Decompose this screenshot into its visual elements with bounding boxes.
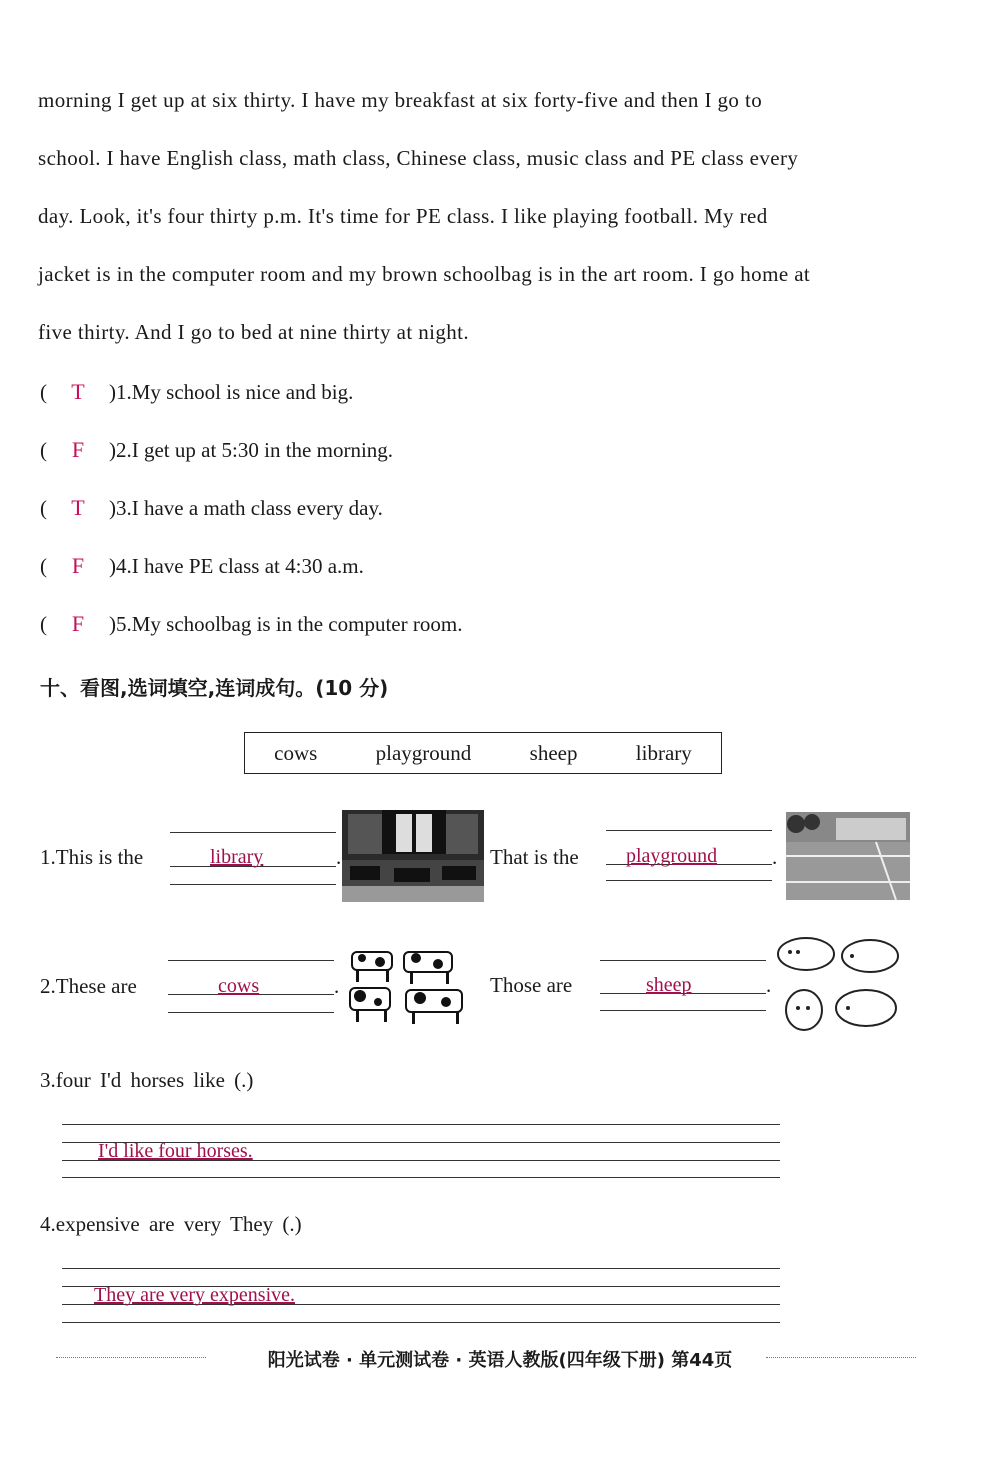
open-paren: ( <box>40 612 47 636</box>
q3-answer: I'd like four horses. <box>98 1140 253 1162</box>
passage-line-1: morning I get up at six thirty. I have my breakfast at six forty-five and then I go to <box>38 88 763 112</box>
tf-statement: )1.My school is nice and big. <box>109 380 354 404</box>
tf-statement: )3.I have a math class every day. <box>109 496 383 520</box>
writing-line <box>170 884 336 885</box>
library-picture <box>342 810 484 902</box>
tf-statement: )2.I get up at 5:30 in the morning. <box>109 438 394 462</box>
writing-line <box>62 1124 780 1125</box>
passage-line-4: jacket is in the computer room and my brown schoolbag is in the art room. I go home at <box>38 262 811 286</box>
q4-words: 4.expensive are very They (.) <box>40 1212 302 1236</box>
playground-picture <box>786 812 910 900</box>
tf-statement: )4.I have PE class at 4:30 a.m. <box>109 554 364 578</box>
passage-line-3: day. Look, it's four thirty p.m. It's time for PE class. I like playing football. My red <box>38 204 768 228</box>
section-heading: 十、看图,选词填空,连词成句。(10 分) <box>40 676 389 700</box>
page-footer: 阳光试卷 · 单元测试卷 · 英语人教版(四年级下册) 第44页 <box>267 1350 733 1371</box>
q2-right-answer: sheep <box>646 974 692 996</box>
q1-right-prefix: That is the <box>490 845 579 869</box>
period: . <box>766 973 772 997</box>
word-bank <box>244 732 722 774</box>
q3-words: 3.four I'd horses like (.) <box>40 1068 254 1092</box>
tf-item <box>40 611 462 637</box>
writing-line <box>168 1012 334 1013</box>
q1-right-answer: playground <box>626 845 718 867</box>
tf-answer: T <box>71 379 85 404</box>
passage-line-2: school. I have English class, math class, Chinese class, music class and PE class every <box>38 146 799 170</box>
q1-left-prefix: 1.This is the <box>40 845 144 869</box>
writing-line <box>62 1177 780 1178</box>
tf-statement: )5.My schoolbag is in the computer room. <box>109 612 463 636</box>
period: . <box>336 845 342 869</box>
period: . <box>772 845 778 869</box>
period: . <box>334 974 340 998</box>
tf-answer: F <box>71 437 85 462</box>
tf-answer: F <box>71 611 85 636</box>
q2-left-prefix: 2.These are <box>40 974 137 998</box>
tf-item <box>40 495 383 521</box>
sheep-picture <box>776 932 902 1034</box>
word-bank-item: playground <box>375 740 472 765</box>
writing-line <box>600 960 766 961</box>
open-paren: ( <box>40 438 47 462</box>
tf-answer: T <box>71 495 85 520</box>
cows-picture <box>342 944 482 1026</box>
tf-item <box>40 379 353 405</box>
word-bank-item: sheep <box>529 740 578 765</box>
writing-line <box>606 880 772 881</box>
writing-line <box>62 1268 780 1269</box>
writing-line <box>170 832 336 833</box>
q4-answer: They are very expensive. <box>94 1284 296 1306</box>
writing-line <box>600 1010 766 1011</box>
word-bank-item: cows <box>274 740 318 765</box>
open-paren: ( <box>40 496 47 520</box>
q1-left-answer: library <box>210 846 264 868</box>
q2-right-prefix: Those are <box>490 973 573 997</box>
tf-item <box>40 553 364 579</box>
word-bank-item: library <box>635 740 692 765</box>
open-paren: ( <box>40 380 47 404</box>
tf-item <box>40 437 393 463</box>
writing-line <box>62 1322 780 1323</box>
passage-line-5: five thirty. And I go to bed at nine thirty at night. <box>38 320 470 344</box>
writing-line <box>606 830 772 831</box>
q2-left-answer: cows <box>218 975 260 997</box>
open-paren: ( <box>40 554 47 578</box>
tf-answer: F <box>71 553 85 578</box>
writing-line <box>168 960 334 961</box>
